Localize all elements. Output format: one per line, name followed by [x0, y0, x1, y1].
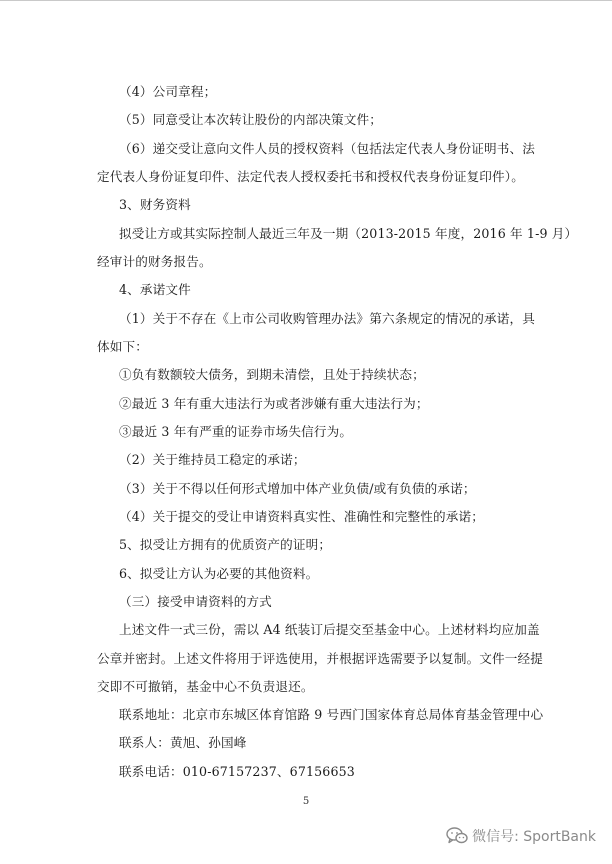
doc-line: 定代表人身份证复印件、法定代表人授权委托书和授权代表身份证复印件）。: [97, 169, 524, 184]
section-heading: 4、承诺文件: [119, 282, 191, 297]
doc-line: 经审计的财务报告。: [97, 254, 212, 269]
doc-line: （6）递交受让意向文件人员的授权资料（包括法定代表人身份证明书、法: [119, 141, 535, 156]
contact-address: 联系地址：北京市东城区体育馆路 9 号西门国家体育总局体育基金管理中心: [119, 707, 544, 722]
doc-line: （4）关于提交的受让申请资料真实性、准确性和完整性的承诺；: [119, 509, 484, 524]
doc-line: （3）关于不得以任何形式增加中体产业负债/或有负债的承诺；: [119, 481, 476, 496]
doc-line: （1）关于不存在《上市公司收购管理办法》第六条规定的情况的承诺，具: [119, 311, 535, 326]
contact-phone: 联系电话：010-67157237、67156653: [119, 764, 355, 779]
doc-line: ③最近 3 年有严重的证券市场失信行为。: [119, 424, 353, 439]
doc-line: （5）同意受让本次转让股份的内部决策文件；: [119, 112, 383, 127]
doc-line: 5、拟受让方拥有的优质资产的证明；: [119, 537, 332, 552]
doc-line: 拟受让方或其实际控制人最近三年及一期（2013-2015 年度，2016 年 1-9 月）: [119, 226, 578, 241]
doc-line: 交即不可撤销，基金中心不负责退还。: [97, 679, 314, 694]
doc-line: 上述文件一式三份，需以 A4 纸装订后提交至基金中心。上述材料均应加盖: [119, 622, 540, 637]
section-heading: 3、财务资料: [119, 197, 191, 212]
wechat-icon: [446, 827, 468, 845]
wechat-watermark: [446, 826, 596, 846]
doc-line: ②最近 3 年有重大违法行为或者涉嫌有重大违法行为；: [119, 396, 429, 411]
doc-line: ①负有数额较大债务，到期未清偿，且处于持续状态；: [119, 367, 425, 382]
doc-line: （4）公司章程；: [119, 84, 217, 99]
watermark-text: 微信号: SportBank: [472, 829, 596, 845]
section-heading: （三）接受申请资料的方式: [119, 594, 272, 609]
contact-person: 联系人：黄旭、孙国峰: [119, 735, 247, 750]
doc-line: 6、拟受让方认为必要的其他资料。: [119, 566, 319, 581]
doc-line: 体如下：: [97, 339, 148, 354]
doc-line: （2）关于维持员工稳定的承诺；: [119, 452, 306, 467]
page-number: 5: [302, 796, 310, 807]
doc-line: 公章并密封。上述文件将用于评选使用，并根据评选需要予以复制。文件一经提: [97, 651, 544, 666]
